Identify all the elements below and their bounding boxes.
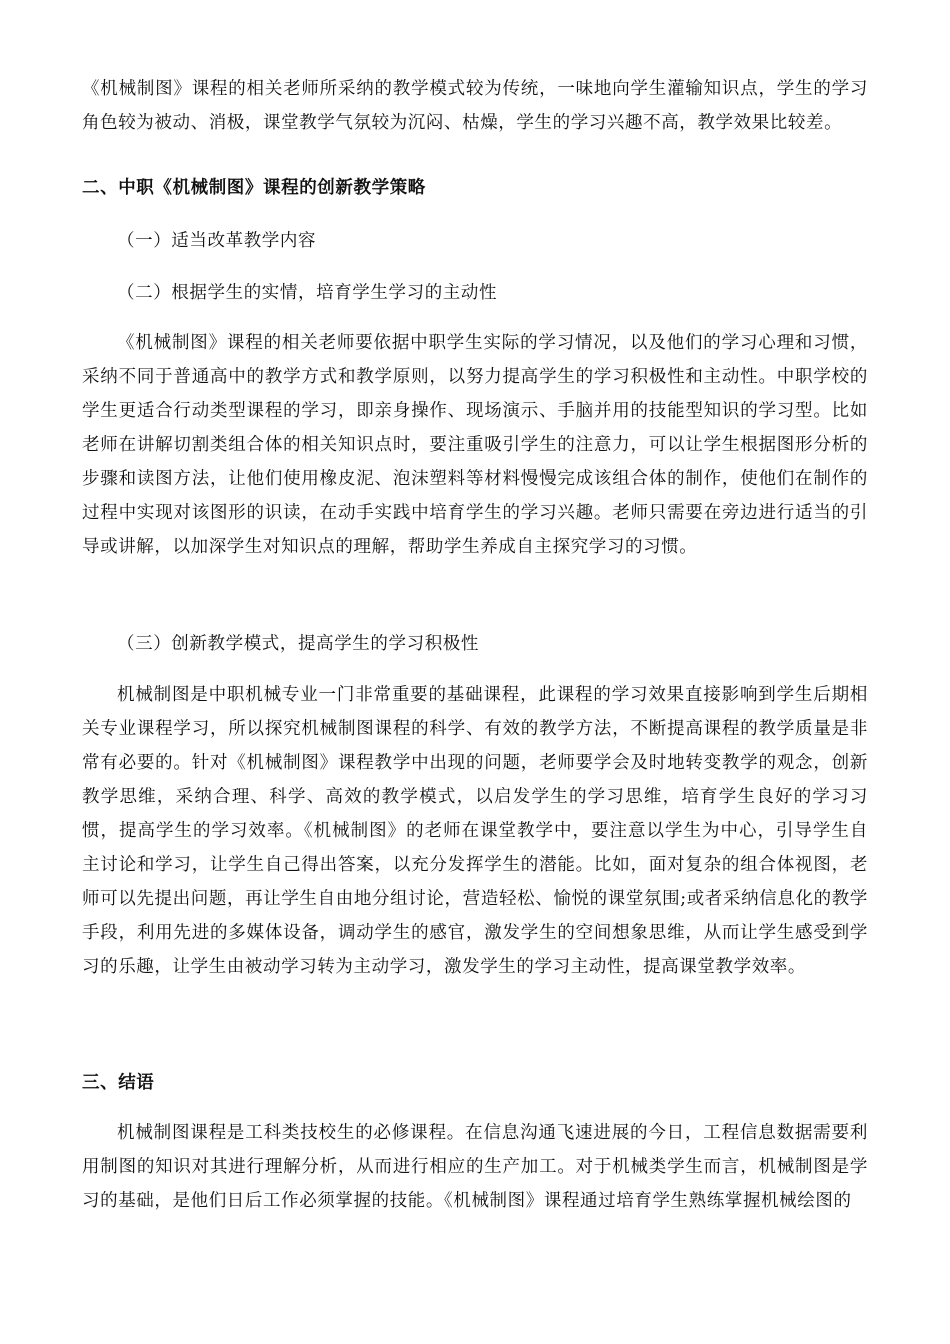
paragraph-intro-continuation: 《机械制图》课程的相关老师所采纳的教学模式较为传统，一味地向学生灌输知识点，学生的学习角色较为被动、消极，课堂教学气氛较为沉闷、枯燥，学生的学习兴趣不高，教学效果比较差。	[82, 79, 868, 133]
paragraph-2-2: 《机械制图》课程的相关老师要依据中职学生实际的学习情况，以及他们的学习心理和习惯，采纳不同于普通高中的教学方式和教学原则，以努力提高学生的学习积极性和主动性。中职学校的学生更适合行动类型课程的学习，即亲身操作、现场演示、手脑并用的技能型知识的学习型。比如老师在讲解切割类组合体的相关知识点时，要注重吸引学生的注意力，可以让学生根据图形分析的步骤和读图方法，让他们使用橡皮泥、泡沫塑料等材料慢慢完成该组合体的制作，使他们在制作的过程中实现对该图形的识读，在动手实践中培育学生的学习兴趣。老师只需要在旁边进行适当的引导或讲解，以加深学生对知识点的理解，帮助学生养成自主探究学习的习惯。	[82, 333, 868, 557]
paragraph-3: 机械制图课程是工科类技校生的必修课程。在信息沟通飞速进展的今日，工程信息数据需要利用制图的知识对其进行理解分析，从而进行相应的生产加工。对于机械类学生而言，机械制图是学习的基础，是他们日后工作必须掌握的技能。《机械制图》课程通过培育学生熟练掌握机械绘图的	[82, 1123, 868, 1211]
subsection-heading-2-2: （二）根据学生的实情，培育学生学习的主动性	[117, 283, 498, 303]
subsection-heading-2-1: （一）适当改革教学内容	[117, 231, 317, 251]
section-heading-2: 二、中职《机械制图》课程的创新教学策略	[82, 178, 426, 198]
section-heading-3: 三、结语	[82, 1073, 155, 1093]
subsection-heading-2-3: （三）创新教学模式，提高学生的学习积极性	[117, 634, 479, 654]
paragraph-2-3: 机械制图是中职机械专业一门非常重要的基础课程，此课程的学习效果直接影响到学生后期相关专业课程学习，所以探究机械制图课程的科学、有效的教学方法，不断提高课程的教学质量是非常有必要的。针对《机械制图》课程教学中出现的问题，老师要学会及时地转变教学的观念，创新教学思维，采纳合理、科学、高效的教学模式，以启发学生的学习思维，培育学生良好的学习习惯，提高学生的学习效率。《机械制图》的老师在课堂教学中，要注意以学生为中心，引导学生自主讨论和学习，让学生自己得出答案，以充分发挥学生的潜能。比如，面对复杂的组合体视图，老师可以先提出问题，再让学生自由地分组讨论，营造轻松、愉悦的课堂氛围;或者采纳信息化的教学手段，利用先进的多媒体设备，调动学生的感官，激发学生的空间想象思维，从而让学生感受到学习的乐趣，让学生由被动学习转为主动学习，激发学生的学习主动性，提高课堂教学效率。	[82, 685, 868, 977]
